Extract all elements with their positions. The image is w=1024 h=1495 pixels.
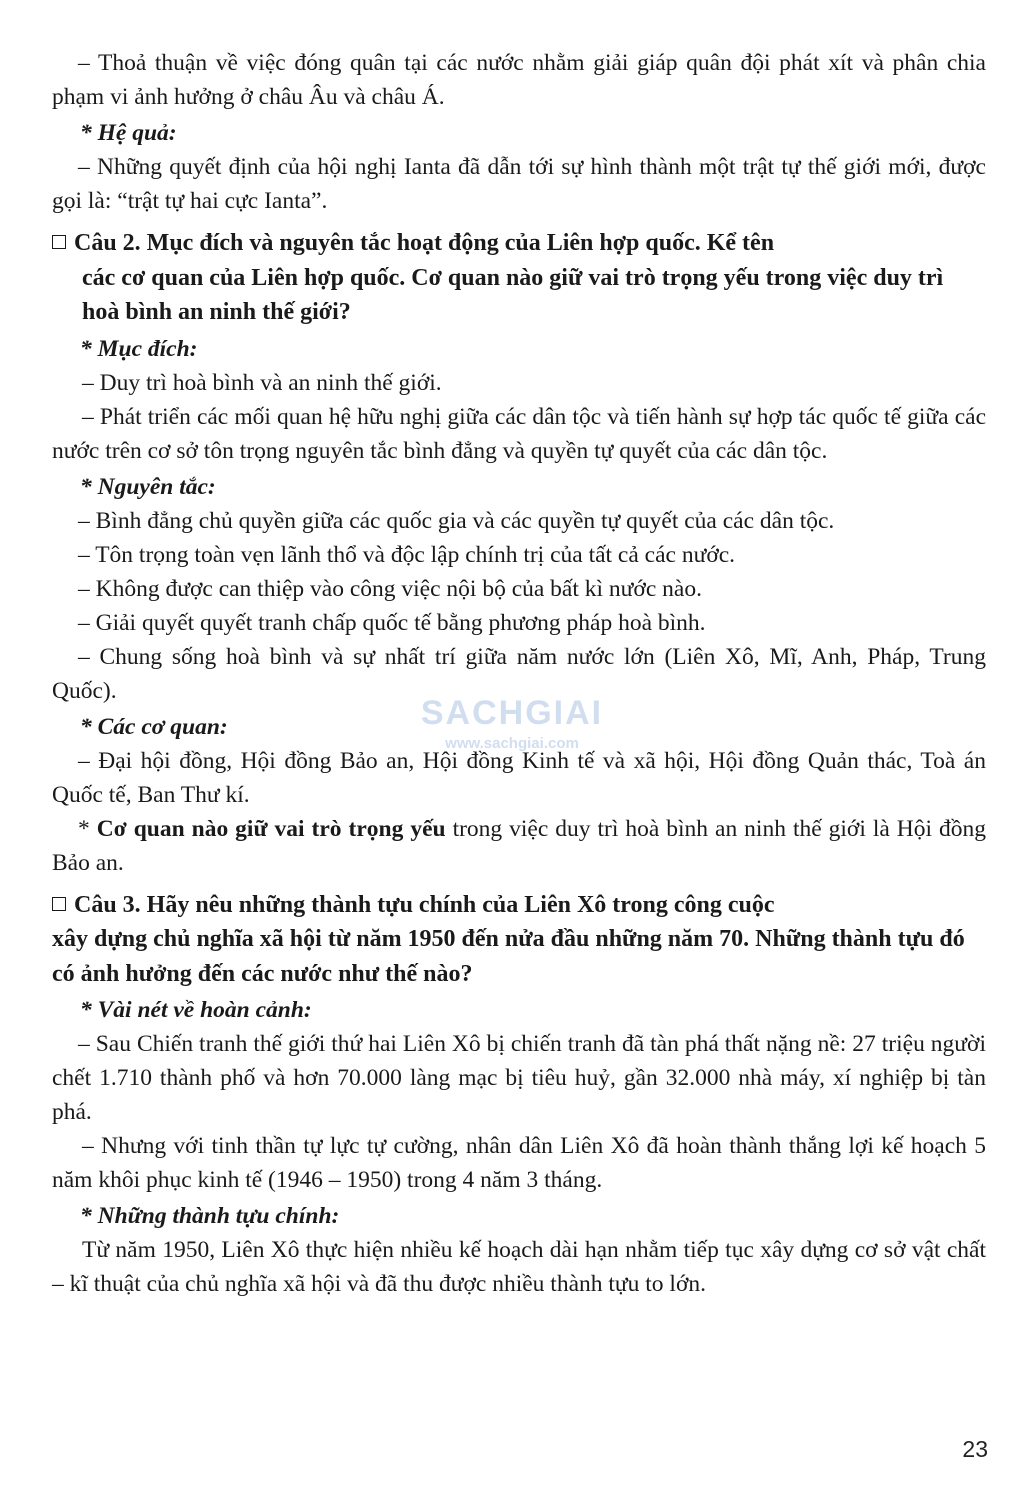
heading-purpose: * Mục đích: — [80, 335, 198, 362]
heading-context: * Vài nét về hoàn cảnh: — [80, 997, 312, 1023]
page-number: 23 — [962, 1436, 988, 1462]
watermark-logo: SACHGIAI — [420, 694, 604, 732]
paragraph-principle-4: – Giải quyết quyết tranh chấp quốc tế bằng phương pháp hoà bình. — [78, 609, 706, 636]
paragraph-principle-2: – Tôn trọng toàn vẹn lãnh thổ và độc lập chính trị của tất cả các nước. — [78, 541, 736, 568]
watermark-url: www.sachgiai.com — [445, 735, 579, 752]
paragraph-recovery: – Nhưng với tinh thần tự lực tự cường, nhân dân Liên Xô đã hoàn thành thắng lợi kế hoạch 5 năm khôi phục kinh tế (1946 – 1950) trong 4 năm 3 tháng. — [52, 1133, 986, 1193]
question-2 — [52, 226, 986, 330]
paragraph-achievements: Từ năm 1950, Liên Xô thực hiện nhiều kế hoạch dài hạn nhằm tiếp tục xây dựng cơ sở vật chất – kĩ thuật của chủ nghĩa xã hội và đã thu được nhiều thành tựu to lớn. — [52, 1237, 986, 1297]
paragraph-key-organ — [52, 812, 986, 880]
key-organ-bold: Cơ quan nào giữ vai trò trọng yếu — [96, 815, 446, 842]
question-3-first-line: Câu 3. Hãy nêu những thành tựu chính của Liên Xô trong công cuộc — [74, 891, 775, 918]
heading-consequence: * Hệ quả: — [80, 120, 177, 146]
paragraph-principle-3: – Không được can thiệp vào công việc nội bộ của bất kì nước nào. — [78, 575, 702, 602]
checkbox-icon — [52, 897, 66, 911]
question-3 — [52, 888, 986, 992]
checkbox-icon — [52, 235, 66, 249]
watermark — [412, 694, 612, 752]
paragraph-purpose-2: – Phát triển các mối quan hệ hữu nghị giữa các dân tộc và tiến hành sự hợp tác quốc tế giữa các nước trên cơ sở tôn trọng nguyên tắc bình đẳng và quyền tự quyết của các dân tộc. — [52, 403, 986, 464]
paragraph-yalta-order: – Những quyết định của hội nghị Ianta đã dẫn tới sự hình thành một trật tự thế giới mới, được gọi là: “trật tự hai cực Ianta”. — [52, 154, 986, 214]
paragraph-purpose-1: – Duy trì hoà bình và an ninh thế giới. — [82, 369, 442, 396]
paragraph-principle-5: – Chung sống hoà bình và sự nhất trí giữa năm nước lớn (Liên Xô, Mĩ, Anh, Pháp, Trung Quốc). — [52, 643, 986, 704]
paragraph-organs: – Đại hội đồng, Hội đồng Bảo an, Hội đồng Kinh tế và xã hội, Hội đồng Quản thác, Toà án Quốc tế, Ban Thư kí. — [52, 747, 986, 808]
paragraph-principle-1: – Bình đẳng chủ quyền giữa các quốc gia và các quyền tự quyết của các dân tộc. — [78, 507, 835, 534]
question-3-rest: xây dựng chủ nghĩa xã hội từ năm 1950 đến nửa đầu những năm 70. Những thành tựu đó có ảnh hưởng đến các nước như thế nào? — [52, 926, 965, 987]
paragraph-war-damage: – Sau Chiến tranh thế giới thứ hai Liên Xô bị chiến tranh đã tàn phá thất nặng nề: 27 triệu người chết 1.710 thành phố và hơn 70.000 làng mạc bị tiêu huỷ, gần 32.000 nhà máy, xí nghiệp bị tàn phá. — [52, 1031, 986, 1125]
key-organ-star: * — [78, 815, 97, 842]
question-2-first-line: Câu 2. Mục đích và nguyên tắc hoạt động của Liên hợp quốc. Kể tên — [74, 230, 775, 256]
heading-principles: * Nguyên tắc: — [80, 473, 216, 500]
document-page — [52, 46, 986, 1301]
heading-achievements: * Những thành tựu chính: — [80, 1203, 340, 1229]
key-organ-rest: trong việc duy trì hoà bình an ninh thế giới là Hội đồng Bảo an. — [52, 815, 987, 876]
heading-organs: * Các cơ quan: — [80, 713, 228, 740]
paragraph-troop-agreement: – Thoả thuận về việc đóng quân tại các nước nhằm giải giáp quân đội phát xít và phân chia phạm vi ảnh hưởng ở châu Âu và châu Á. — [52, 50, 986, 110]
question-2-rest: các cơ quan của Liên hợp quốc. Cơ quan nào giữ vai trò trọng yếu trong việc duy trì hoà bình an ninh thế giới? — [82, 264, 944, 325]
